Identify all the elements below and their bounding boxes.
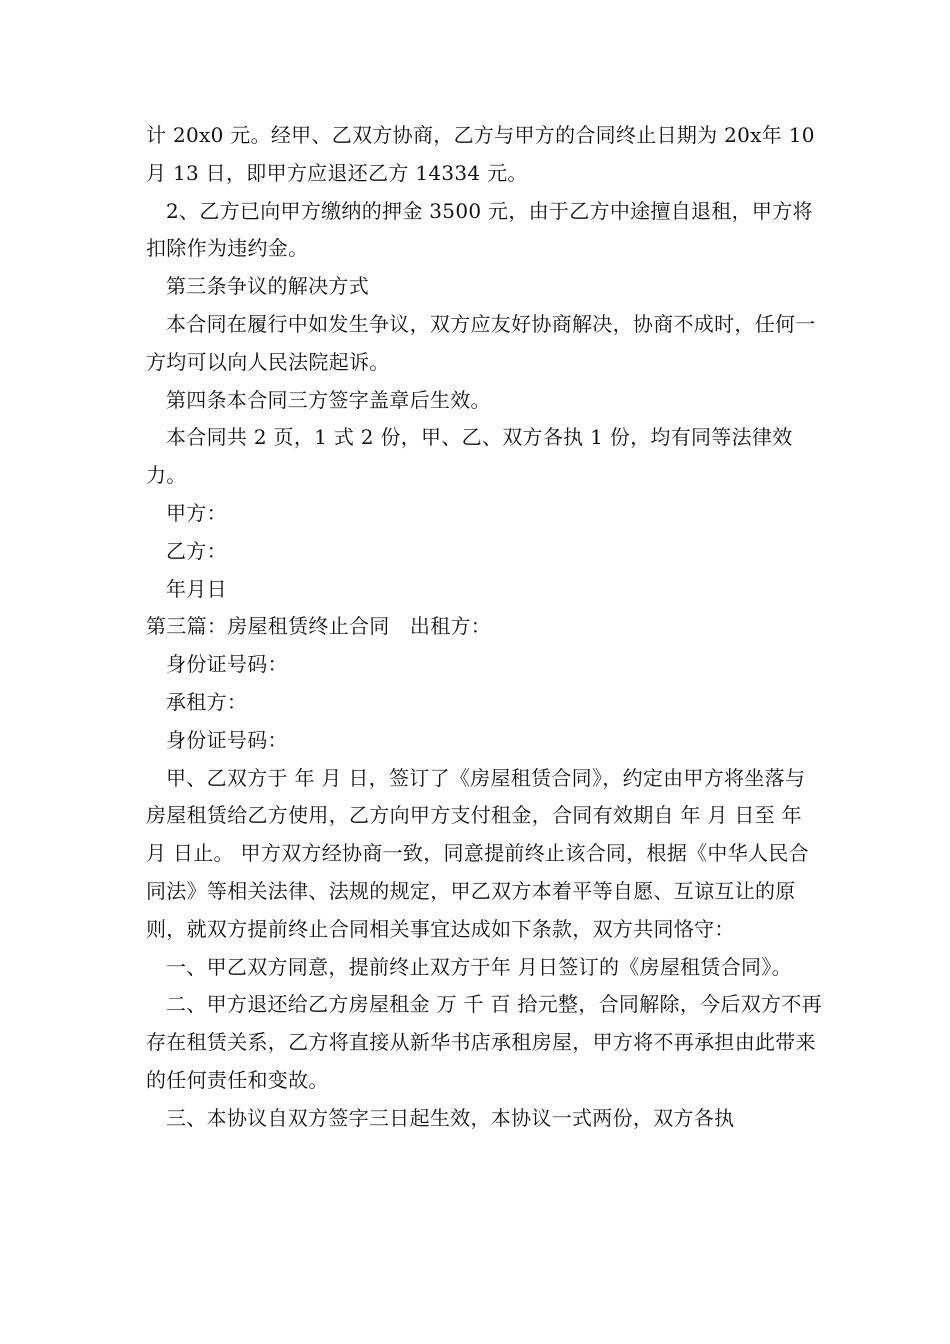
heading-article-4: 第四条本合同三方签字盖章后生效。 bbox=[166, 387, 491, 412]
field-lessee: 承租方： bbox=[166, 689, 248, 714]
document-body bbox=[146, 117, 826, 1138]
clause-1: 一、甲乙双方同意，提前终止双方于年 月日签订的《房屋租赁合同》。 bbox=[166, 954, 792, 979]
field-lessee-id: 身份证号码： bbox=[166, 727, 288, 752]
signature-party-a: 甲方： bbox=[166, 500, 227, 525]
signature-date: 年月日 bbox=[166, 576, 227, 601]
paragraph-fee-calculation: 计 20x0 元。经甲、乙双方协商，乙方与甲方的合同终止日期为 20x年 10 月 13 日，即甲方应退还乙方 14334 元。 bbox=[146, 123, 822, 185]
signature-party-b: 乙方： bbox=[166, 538, 227, 563]
clause-3: 三、本协议自双方签字三日起生效，本协议一式两份，双方各执 bbox=[166, 1105, 735, 1130]
heading-article-3: 第三条争议的解决方式 bbox=[166, 274, 369, 299]
section-title-part-3: 第三篇：房屋租赁终止合同 出租方： bbox=[146, 614, 492, 639]
paragraph-deposit: 2、乙方已向甲方缴纳的押金 3500 元，由于乙方中途擅自退租，甲方将扣除作为违约金。 bbox=[146, 198, 813, 261]
paragraph-copies: 本合同共 2 页，1 式 2 份，甲、乙、双方各执 1 份，均有同等法律效力。 bbox=[146, 425, 793, 488]
paragraph-agreement-intro: 甲、乙双方于 年 月 日，签订了《房屋租赁合同》，约定由甲方将坐落与 房屋租赁给乙方使用，乙方向甲方支付租金，合同有效期自 年 月 日至 年 月 日止。 甲方双方经协商一致，同意提前终止该合同，根据《中华人民合同法》等相关法律、法规的规定，甲乙双方本着平等自愿、互谅互让的原则，就双方提前终止合同相关事宜达成如下条款，双方共同恪守： bbox=[146, 765, 812, 941]
paragraph-dispute: 本合同在履行中如发生争议，双方应友好协商解决，协商不成时，任何一方均可以向人民法院起诉。 bbox=[146, 311, 816, 374]
clause-2: 二、甲方退还给乙方房屋租金 万 千 百 拾元整，合同解除，今后双方不再存在租赁关系，乙方将直接从新华书店承租房屋，甲方将不再承担由此带来的任何责任和变故。 bbox=[146, 992, 822, 1092]
field-lessor-id: 身份证号码： bbox=[166, 652, 288, 677]
